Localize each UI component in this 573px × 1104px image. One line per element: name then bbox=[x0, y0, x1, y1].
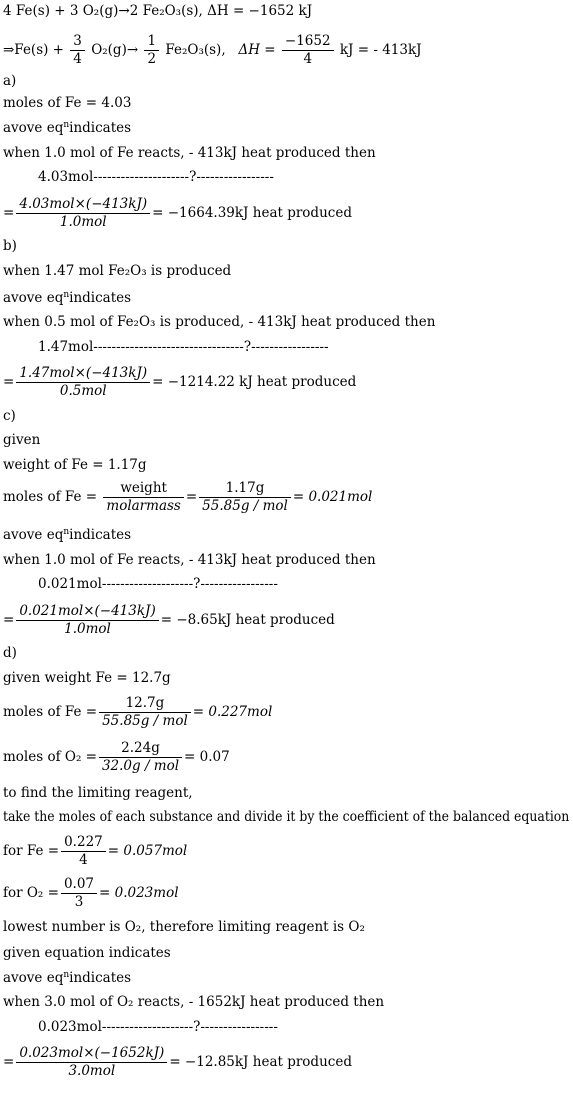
delta-h-result: kJ = - 413kJ bbox=[339, 42, 422, 58]
balanced-equation bbox=[3, 2, 312, 20]
part-d-avove: avove $eq^nindicates$ bbox=[3, 970, 132, 986]
part-c-weight: weight of Fe = 1.17g bbox=[3, 457, 147, 473]
part-c-calculation: = $\frac{\text{0.021mol×(−413kJ)}}{\text{1.0mol}}$ = −8.65kJ heat produced bbox=[3, 603, 335, 637]
enthalpy-value: ΔH = −1652 kJ bbox=[207, 3, 313, 19]
equation-lhs: 4 Fe(s) + 3 O₂(g)→2 Fe₂O₃(s), bbox=[3, 3, 203, 19]
part-d-for-fe: for Fe = $\frac{0.227}{4}$ = 0.057mol bbox=[3, 834, 188, 868]
part-b-calculation: = $\frac{\text{1.47mol×(−413kJ)}}{\text{0.5mol}}$ = −1214.22 kJ heat produced bbox=[3, 365, 357, 399]
part-c-moles: moles of Fe = $\frac{\text{weight}}{\text{molarmass}}$ = $\frac{1.17g}{\text{55.85g / mol}}$ = 0.021mol bbox=[3, 480, 373, 514]
part-d-given: given weight Fe = 12.7g bbox=[3, 670, 171, 686]
part-d-calculation: = $\frac{\text{0.023mol×(−1652kJ)}}{\text{3.0mol}}$ = −12.85kJ heat produced bbox=[3, 1045, 352, 1079]
fe-term: ⇒Fe(s) + bbox=[3, 42, 64, 58]
part-b-when: when 0.5 mol of Fe₂O₃ is produced, - 413kJ heat produced then bbox=[3, 314, 436, 330]
part-b-given: when 1.47 mol Fe₂O₃ is produced bbox=[3, 263, 232, 279]
part-c-result: = −8.65kJ heat produced bbox=[160, 612, 335, 628]
part-b-dashes: 1.47mol---------------------------------?----------------- bbox=[38, 339, 329, 355]
part-a-dashes: 4.03mol---------------------?----------------- bbox=[38, 169, 274, 185]
part-a-label: a) bbox=[3, 73, 17, 89]
part-a-avove: avove $eq^nindicates$ bbox=[3, 120, 132, 136]
part-d-label: d) bbox=[3, 645, 17, 661]
part-d-limiting: to find the limiting reagent, bbox=[3, 785, 193, 801]
part-c-given: given bbox=[3, 432, 41, 448]
scaled-equation bbox=[3, 33, 422, 68]
part-d-lowest: lowest number is O₂, therefore limiting reagent is O₂ bbox=[3, 919, 365, 935]
part-b-label: b) bbox=[3, 238, 17, 254]
part-b-result: = −1214.22 kJ heat produced bbox=[152, 374, 357, 390]
fraction-3-4: $\frac{3}{4}$ bbox=[70, 33, 85, 68]
part-d-for-o2: for O₂ = $\frac{0.07}{3}$ = 0.023mol bbox=[3, 876, 179, 910]
part-a-result: = −1664.39kJ heat produced bbox=[152, 205, 352, 221]
part-c-avove: avove $eq^nindicates$ bbox=[3, 527, 132, 543]
part-d-given-eq: given equation indicates bbox=[3, 945, 171, 961]
part-c-dashes: 0.021mol--------------------?----------------- bbox=[38, 576, 278, 592]
part-d-result: = −12.85kJ heat produced bbox=[169, 1054, 352, 1070]
part-a-when: when 1.0 mol of Fe reacts, - 413kJ heat produced then bbox=[3, 145, 376, 161]
part-b-avove: avove $eq^nindicates$ bbox=[3, 290, 132, 306]
fraction-dh: $\frac{-1652}{4}$ bbox=[282, 33, 334, 68]
part-a-moles: moles of Fe = 4.03 bbox=[3, 95, 132, 111]
part-d-moles-fe: moles of Fe = $\frac{12.7g}{\text{55.85g / mol}}$ = 0.227mol bbox=[3, 695, 273, 729]
part-a-calculation: = $\frac{\text{4.03mol×(−413kJ)}}{\text{1.0mol}}$ = −1664.39kJ heat produced bbox=[3, 196, 352, 230]
fraction-1-2: $\frac{1}{2}$ bbox=[144, 33, 159, 68]
part-c-label: c) bbox=[3, 408, 16, 424]
part-d-when: when 3.0 mol of O₂ reacts, - 1652kJ heat produced then bbox=[3, 994, 385, 1010]
delta-h-label: ΔH = bbox=[238, 42, 276, 58]
part-d-take: take the moles of each substance and divide it by the coefficient of the balanced equation bbox=[3, 809, 570, 825]
o2-term: O₂(g)→ bbox=[91, 42, 139, 58]
part-d-moles-o2: moles of O₂ = $\frac{2.24g}{\text{32.0g / mol}}$ = 0.07 bbox=[3, 740, 230, 774]
fe2o3-term: Fe₂O₃(s), bbox=[165, 42, 226, 58]
part-d-dashes: 0.023mol--------------------?----------------- bbox=[38, 1019, 278, 1035]
part-c-when: when 1.0 mol of Fe reacts, - 413kJ heat produced then bbox=[3, 552, 376, 568]
